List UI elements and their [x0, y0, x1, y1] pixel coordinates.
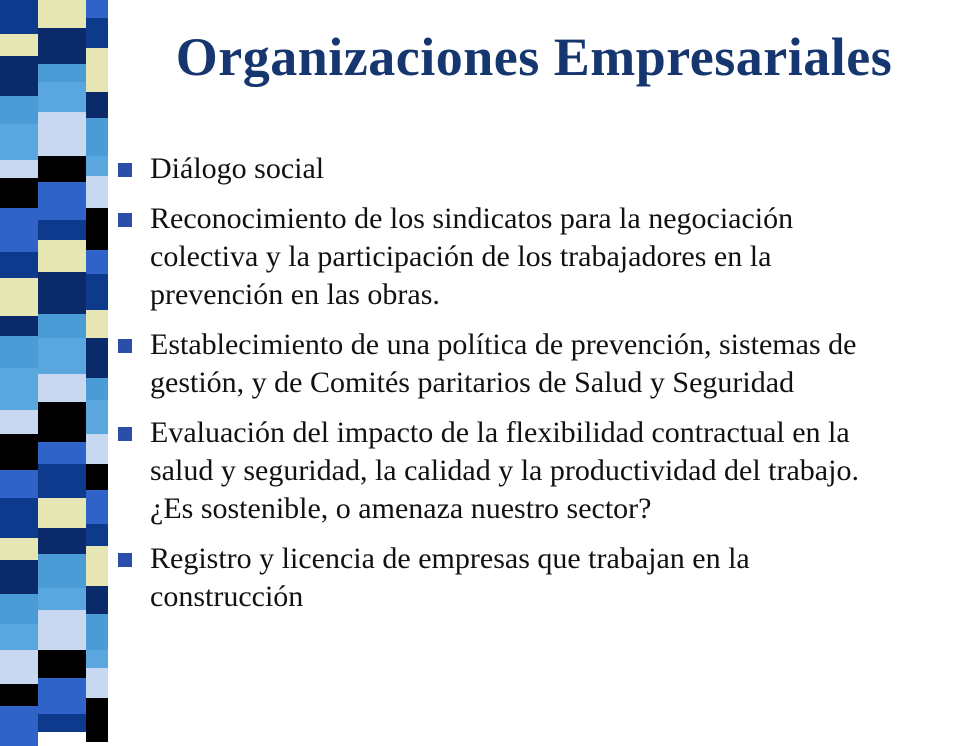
- stripe-block: [86, 176, 108, 208]
- stripe-block: [86, 490, 108, 524]
- stripe-block: [38, 28, 86, 64]
- stripe-block: [86, 650, 108, 668]
- stripe-block: [0, 252, 38, 278]
- stripe-block: [38, 464, 86, 498]
- bullet-text: Establecimiento de una política de prevención, sistemas de gestión, y de Comités paritarios de Salud y Seguridad: [150, 328, 857, 399]
- stripe-block: [86, 274, 108, 310]
- stripe-block: [86, 524, 108, 546]
- stripe-block: [0, 594, 38, 624]
- stripe-block: [38, 272, 86, 314]
- stripe-block: [86, 668, 108, 698]
- stripe-block: [0, 96, 38, 124]
- square-bullet-icon: [118, 427, 132, 441]
- stripe-block: [86, 48, 108, 92]
- stripe-column-middle: [38, 0, 86, 720]
- stripe-block: [0, 208, 38, 252]
- stripe-block: [0, 56, 38, 96]
- square-bullet-icon: [118, 339, 132, 353]
- stripe-block: [86, 156, 108, 176]
- stripe-block: [38, 678, 86, 714]
- stripe-block: [86, 464, 108, 490]
- stripe-block: [0, 160, 38, 178]
- stripe-block: [38, 610, 86, 650]
- stripe-block: [86, 338, 108, 378]
- bullet-text: Evaluación del impacto de la flexibilidad contractual en la salud y seguridad, la calidad y la productividad del trabajo. ¿Es sostenible, o amenaza nuestro sector?: [150, 416, 859, 525]
- stripe-column-left: [0, 0, 38, 720]
- stripe-block: [0, 706, 38, 746]
- bullet-item: [118, 200, 908, 314]
- stripe-block: [0, 316, 38, 336]
- stripe-block: [0, 336, 38, 368]
- stripe-block: [86, 400, 108, 434]
- stripe-block: [86, 614, 108, 650]
- square-bullet-icon: [118, 553, 132, 567]
- stripe-block: [0, 434, 38, 470]
- slide-title: Organizaciones Empresariales: [175, 27, 893, 87]
- stripe-block: [38, 0, 86, 28]
- stripe-block: [0, 538, 38, 560]
- stripe-block: [38, 82, 86, 112]
- stripe-block: [86, 310, 108, 338]
- stripe-block: [86, 250, 108, 274]
- stripe-block: [0, 624, 38, 650]
- bullet-item: [118, 326, 908, 402]
- stripe-block: [86, 546, 108, 586]
- stripe-block: [38, 402, 86, 442]
- stripe-block: [38, 498, 86, 528]
- stripe-block: [0, 178, 38, 208]
- stripe-block: [38, 442, 86, 464]
- stripe-block: [38, 554, 86, 588]
- stripe-block: [0, 498, 38, 538]
- bullet-text: Reconocimiento de los sindicatos para la negociación colectiva y la participación de los trabajadores en la prevención en las obras.: [150, 202, 794, 311]
- stripe-block: [86, 92, 108, 118]
- stripe-block: [0, 560, 38, 594]
- stripe-block: [0, 684, 38, 706]
- bullet-item: [118, 540, 908, 616]
- stripe-block: [38, 112, 86, 156]
- stripe-block: [86, 378, 108, 400]
- stripe-block: [86, 698, 108, 742]
- stripe-block: [0, 368, 38, 410]
- square-bullet-icon: [118, 163, 132, 177]
- stripe-block: [86, 0, 108, 18]
- stripe-block: [86, 586, 108, 614]
- stripe-block: [38, 528, 86, 554]
- stripe-block: [38, 240, 86, 272]
- bullet-list: [118, 150, 908, 628]
- stripe-block: [86, 434, 108, 464]
- stripe-column-right: [86, 0, 108, 720]
- stripe-block: [38, 588, 86, 610]
- stripe-block: [38, 338, 86, 374]
- bullet-item: [118, 414, 908, 528]
- bullet-text: Registro y licencia de empresas que trabajan en la construcción: [150, 542, 750, 613]
- stripe-block: [38, 156, 86, 182]
- stripe-block: [86, 118, 108, 156]
- stripe-block: [86, 208, 108, 250]
- stripe-block: [0, 124, 38, 160]
- stripe-block: [38, 182, 86, 220]
- bullet-text: Diálogo social: [150, 152, 325, 185]
- stripe-block: [38, 650, 86, 678]
- stripe-block: [0, 278, 38, 316]
- stripe-block: [38, 374, 86, 402]
- square-bullet-icon: [118, 213, 132, 227]
- stripe-block: [0, 470, 38, 498]
- stripe-block: [0, 0, 38, 34]
- stripe-block: [38, 64, 86, 82]
- stripe-block: [0, 34, 38, 56]
- stripe-block: [38, 220, 86, 240]
- stripe-block: [86, 18, 108, 48]
- stripe-block: [38, 314, 86, 338]
- stripe-block: [0, 410, 38, 434]
- bullet-item: [118, 150, 908, 188]
- stripe-block: [38, 714, 86, 732]
- stripe-block: [0, 650, 38, 684]
